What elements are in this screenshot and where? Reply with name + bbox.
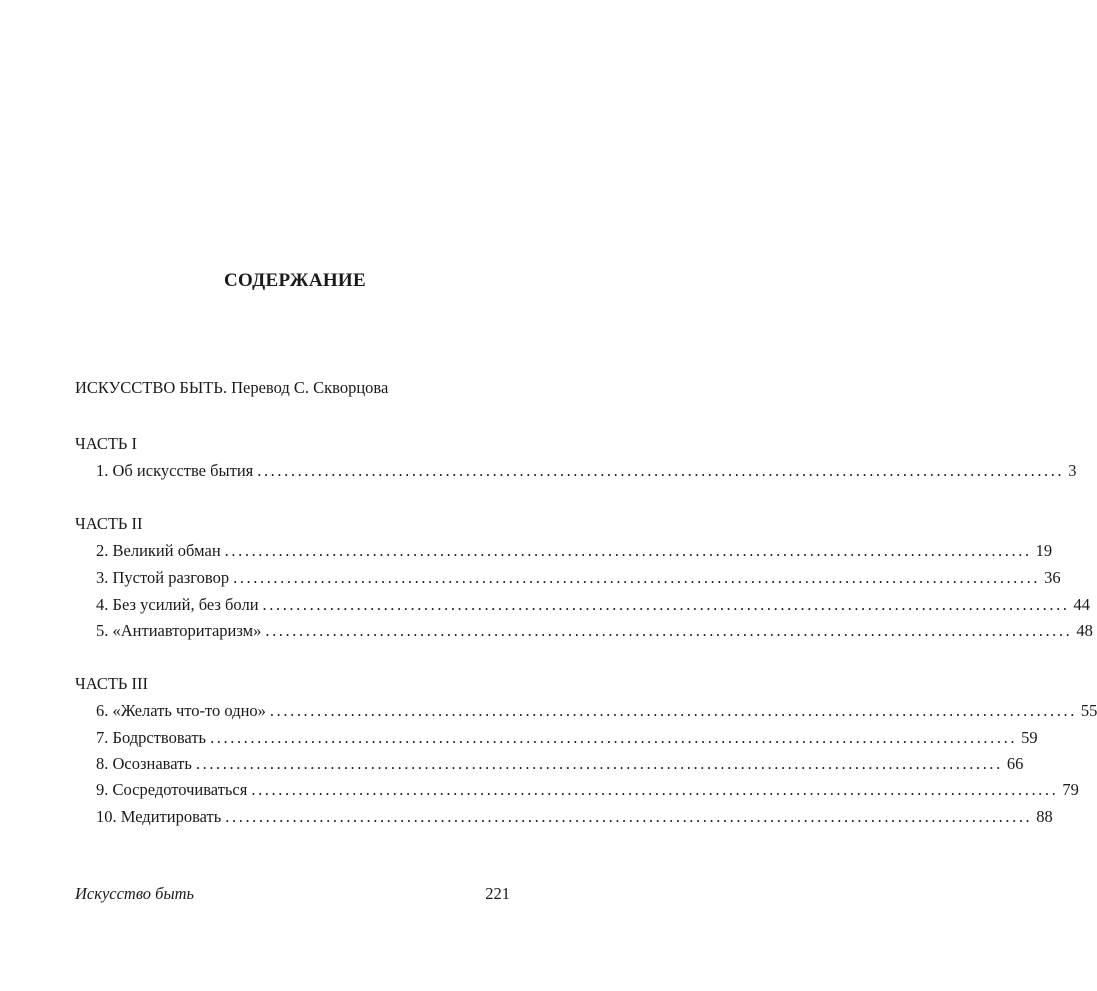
toc-entry xyxy=(96,807,1053,827)
toc-entry xyxy=(96,461,1077,481)
toc-entry xyxy=(96,541,1053,561)
toc-entry-page: 88 xyxy=(1036,807,1053,826)
toc-entry-page: 66 xyxy=(1006,754,1024,773)
toc-entry xyxy=(96,754,1024,774)
toc-entry-label: 1. Об искусстве бытия xyxy=(96,461,254,480)
toc-entry-page: 55 xyxy=(1080,701,1097,720)
page-number: 221 xyxy=(485,884,510,903)
toc-entry-page: 36 xyxy=(1044,568,1061,587)
toc-entry-page: 59 xyxy=(1021,728,1038,747)
leader-dots: ........................................................................................................................ xyxy=(210,728,1018,747)
toc-entry-label: 6. «Желать что-то одно» xyxy=(96,701,266,720)
part-heading-2: ЧАСТЬ II xyxy=(75,514,143,533)
toc-entry-page: 19 xyxy=(1035,541,1053,560)
running-title: Искусство быть xyxy=(75,884,195,903)
toc-entry-label: 8. Осознавать xyxy=(96,754,192,773)
leader-dots: ........................................................................................................................ xyxy=(257,461,1065,480)
toc-entry-page: 79 xyxy=(1062,780,1079,799)
toc-entry xyxy=(96,701,1097,721)
translator-credit: . Перевод С. Скворцова xyxy=(222,378,389,397)
book-title: ИСКУССТВО БЫТЬ xyxy=(75,378,223,397)
toc-entry-label: 10. Медитировать xyxy=(96,807,222,826)
toc-entry xyxy=(96,568,1061,588)
part-heading-1: ЧАСТЬ I xyxy=(75,434,137,453)
toc-entry-page: 48 xyxy=(1076,621,1093,640)
book-title-line xyxy=(75,378,388,398)
toc-entry xyxy=(96,780,1079,800)
toc-entry-label: 5. «Антиавторитаризм» xyxy=(96,621,262,640)
leader-dots: ........................................................................................................................ xyxy=(233,568,1041,587)
toc-entry xyxy=(96,621,1093,641)
leader-dots: ........................................................................................................................ xyxy=(269,701,1077,720)
leader-dots: ........................................................................................................................ xyxy=(265,621,1073,640)
toc-entry-label: 9. Сосредоточиваться xyxy=(96,780,248,799)
toc-entry xyxy=(96,595,1091,615)
leader-dots: ........................................................................................................................ xyxy=(195,754,1003,773)
toc-entry-page: 44 xyxy=(1073,595,1091,614)
toc-entry-page: 3 xyxy=(1068,461,1077,480)
toc-entry xyxy=(96,728,1038,748)
toc-entry-label: 7. Бодрствовать xyxy=(96,728,207,747)
leader-dots: ........................................................................................................................ xyxy=(225,807,1033,826)
part-heading-3: ЧАСТЬ III xyxy=(75,674,148,693)
toc-entry-label: 2. Великий обман xyxy=(96,541,221,560)
leader-dots: ........................................................................................................................ xyxy=(262,595,1070,614)
page-title: СОДЕРЖАНИЕ xyxy=(224,270,366,291)
leader-dots: ........................................................................................................................ xyxy=(224,541,1032,560)
leader-dots: ........................................................................................................................ xyxy=(251,780,1059,799)
toc-entry-label: 3. Пустой разговор xyxy=(96,568,230,587)
toc-entry-label: 4. Без усилий, без боли xyxy=(96,595,259,614)
